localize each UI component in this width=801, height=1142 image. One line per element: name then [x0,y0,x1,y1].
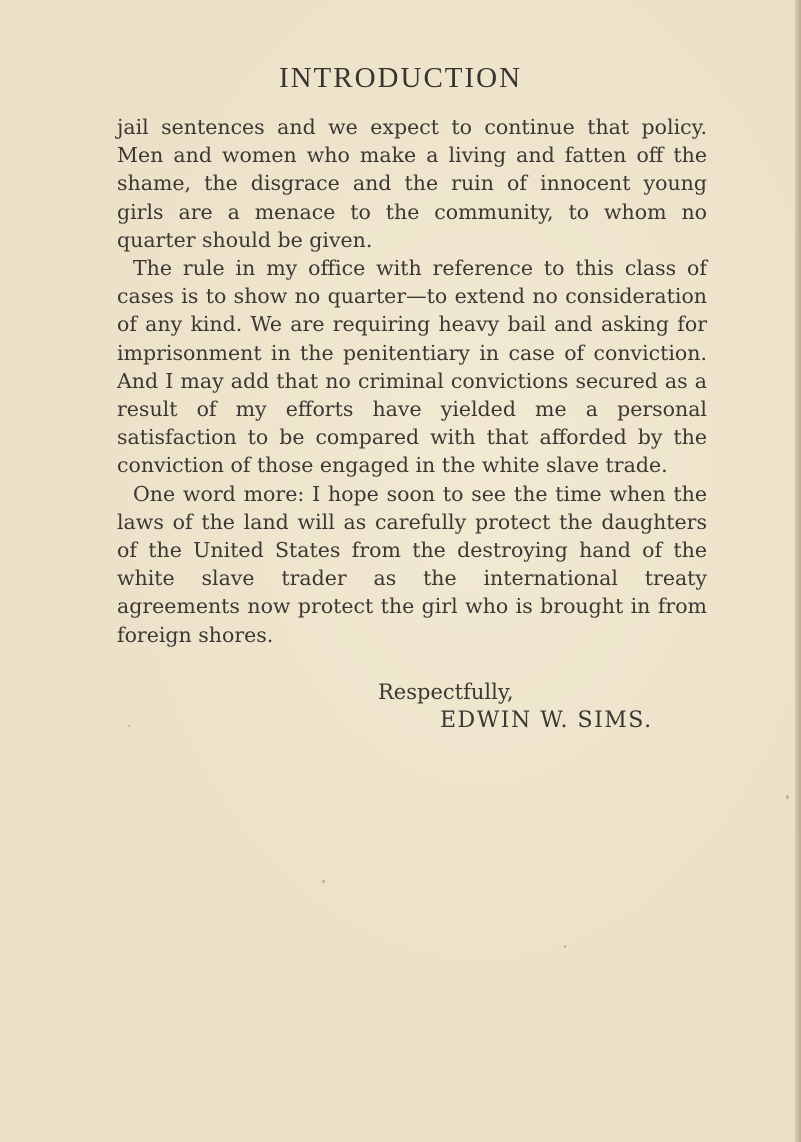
paragraph-3: One word more: I hope soon to see the time when the laws of the land will as carefully protect the daughters of the United States from the destroying hand of the white slave trader as the international treaty agreements now protect the girl who is brought in from foreign shores. [117,481,707,647]
running-title: INTRODUCTION [278,62,523,94]
paragraph-1: jail sentences and we expect to continue that policy. Men and women who make a living and fatten off the shame, the disgrace and the ruin of innocent young girls are a menace to the community, to whom no quarter should be given. [117,115,707,252]
paper-speck [564,945,566,948]
paper-speck [322,880,325,883]
paper-speck [786,795,789,799]
valediction: Respectfully, [378,680,514,704]
paragraph-2: The rule in my office with reference to this class of cases is to show no quarter—to extend no consideration of any kind. We are requiring heavy bail and asking for imprisonment in the penitentiary in case of conviction. And I may add that no criminal convictions secured as a result of my efforts have yielded me a personal satisfaction to be compared with that afforded by the conviction of those engaged in the white slave trade. [117,256,707,478]
paper-speck [128,725,130,727]
body-text [117,113,707,649]
signature: EDWIN W. SIMS. [440,708,653,733]
page-edge-shadow [795,0,801,1142]
